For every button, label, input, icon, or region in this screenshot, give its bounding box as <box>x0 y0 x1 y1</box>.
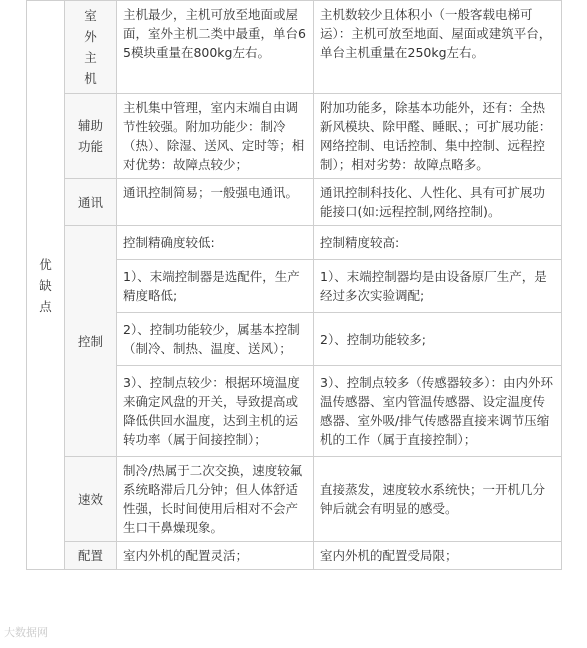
cell-right: 室内外机的配置受局限； <box>314 542 562 570</box>
category-label: 室外主机 <box>84 8 97 86</box>
comparison-table-wrapper <box>26 0 562 570</box>
cell-left: 2）、控制功能较少，属基本控制（制冷、制热、温度、送风）； <box>117 313 314 366</box>
category-comm <box>65 179 117 226</box>
cell-right: 直接蒸发，速度较水系统快；一开机几分钟后就会有明显的感受。 <box>314 457 562 542</box>
category-config <box>65 542 117 570</box>
cell-left: 1）、末端控制器是选配件，生产精度略低; <box>117 260 314 313</box>
cell-left: 3）、控制点较少：根据环境温度来确定风盘的开关，导致提高或降低供回水温度，达到主机的运转功率（属于间接控制）； <box>117 366 314 457</box>
table-row-speed <box>27 457 562 542</box>
category-label: 控制 <box>77 333 103 349</box>
category-label: 速效 <box>77 491 103 507</box>
cell-right: 主机数较少且体积小（一般客载电梯可运）：主机可放至地面、屋面或建筑平台，单台主机重量在250kg左右。 <box>314 1 562 94</box>
cell-left: 控制精确度较低: <box>117 226 314 260</box>
category-control <box>65 226 117 457</box>
table-row-outdoor <box>27 1 562 94</box>
cell-left: 制冷/热属于二次交换，速度较氟系统略滞后几分钟；但人体舒适性强，长时间使用后相对不会产生口干鼻燥现象。 <box>117 457 314 542</box>
cell-left: 主机集中管理，室内末端自由调节性较强。附加功能少：制冷（热）、除湿、送风、定时等；相对优势：故障点较少； <box>117 94 314 179</box>
cell-left: 室内外机的配置灵活； <box>117 542 314 570</box>
category-label: 通讯 <box>77 194 103 210</box>
table-row-comm <box>27 179 562 226</box>
group-cell <box>27 1 65 570</box>
cell-right: 2）、控制功能较多; <box>314 313 562 366</box>
category-label: 配置 <box>77 548 103 563</box>
table-row-aux <box>27 94 562 179</box>
category-outdoor <box>65 1 117 94</box>
table-row-control-0 <box>27 226 562 260</box>
cell-left: 主机最少，主机可放至地面或屋面，室外主机二类中最重，单台65模块重量在800kg左右。 <box>117 1 314 94</box>
comparison-table <box>26 0 562 570</box>
cell-right: 3）、控制点较多（传感器较多）：由内外环温传感器、室内管温传感器、设定温度传感器、室外吸/排气传感器直接来调节压缩机的工作（属于直接控制）； <box>314 366 562 457</box>
watermark: 大数据网 <box>4 626 48 639</box>
category-label: 辅助功能 <box>77 118 103 154</box>
group-label: 优缺点 <box>39 256 52 314</box>
cell-right: 1）、末端控制器均是由设备原厂生产，是经过多次实验调配; <box>314 260 562 313</box>
cell-right: 控制精度较高: <box>314 226 562 260</box>
cell-left: 通讯控制简易；一般强电通讯。 <box>117 179 314 226</box>
category-aux <box>65 94 117 179</box>
cell-right: 附加功能多，除基本功能外，还有：全热新风模块、除甲醛、睡眠、；可扩展功能：网络控制、电话控制、集中控制、远程控制）；相对劣势：故障点略多。 <box>314 94 562 179</box>
cell-right: 通讯控制科技化、人性化、具有可扩展功能接口(如:远程控制,网络控制)。 <box>314 179 562 226</box>
category-speed <box>65 457 117 542</box>
table-row-config <box>27 542 562 570</box>
